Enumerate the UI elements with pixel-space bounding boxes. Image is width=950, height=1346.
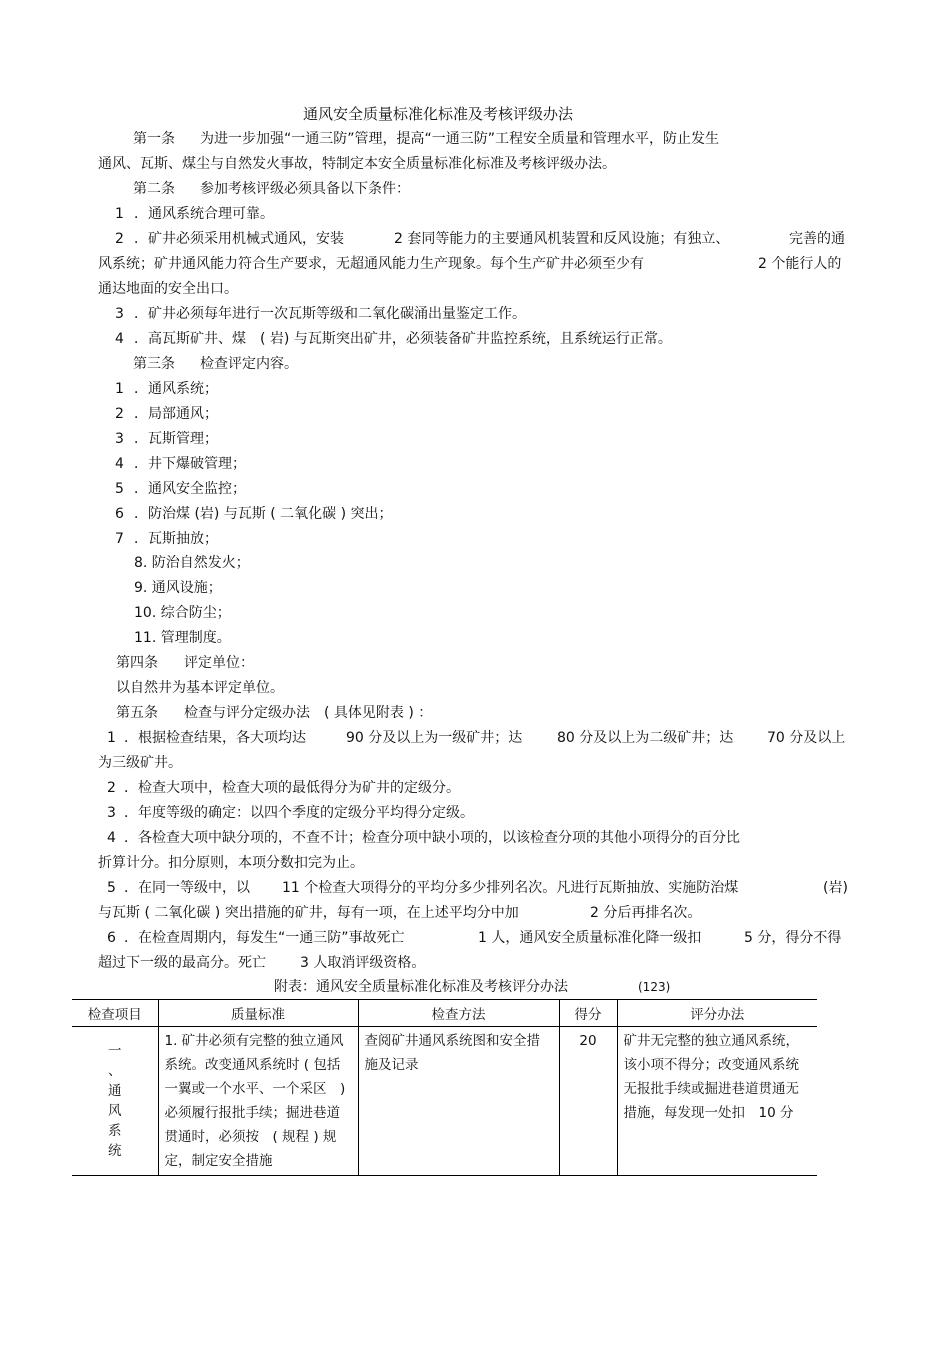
condition-2-line-2b: 2 个能行人的 <box>758 256 842 272</box>
check-item-char: 通 <box>108 1083 122 1099</box>
item-11-text: 11. 管理制度。 <box>134 630 231 646</box>
condition-3-number: 3 <box>115 306 124 322</box>
condition-2-text-a: ．矿井必须采用机械式通风，安装 <box>134 231 344 247</box>
article-4-text: 评定单位： <box>184 655 254 671</box>
condition-4-number: 4 <box>115 331 124 347</box>
item-2-number: 2 <box>115 406 124 422</box>
article-5-text: 检查与评分定级办法 ( 具体见附表 ) ： <box>184 705 433 721</box>
method-1-text-a: ．根据检查结果，各大项均达 <box>124 730 306 746</box>
item-3-text: ．瓦斯管理； <box>134 431 218 447</box>
check-item-char: 系 <box>108 1123 122 1139</box>
check-item-char: 风 <box>108 1103 122 1119</box>
item-1-text: ．通风系统； <box>134 381 218 397</box>
article-2-label: 第二条 <box>133 181 175 197</box>
method-4-text: ．各检查大项中缺分项的，不查不计；检查分项中缺小项的，以该检查分项的其他小项得分的百分比 <box>124 830 740 846</box>
table-row <box>72 1027 817 1176</box>
article-2-text: 参加考核评级必须具备以下条件： <box>200 181 410 197</box>
item-6-text: ．防治煤 (岩) 与瓦斯 ( 二氧化碳 ) 突出； <box>134 506 393 522</box>
condition-2-text-c: 完善的通 <box>789 231 845 247</box>
article-4-label: 第四条 <box>116 655 158 671</box>
check-method-cell: 查阅矿井通风系统图和安全措施及记录 <box>358 1027 559 1176</box>
condition-1-number: 1 <box>115 206 124 222</box>
header-scoring-method: 评分办法 <box>617 1000 817 1027</box>
item-8-text: 8. 防治自然发火； <box>134 555 250 571</box>
item-4-number: 4 <box>115 456 124 472</box>
method-1-text-d: 70 分及以上 <box>767 730 846 746</box>
condition-1-text: ．通风系统合理可靠。 <box>134 206 274 222</box>
item-7-number: 7 <box>115 531 124 547</box>
article-5-label: 第五条 <box>116 705 158 721</box>
article-1-label: 第一条 <box>133 131 175 147</box>
header-quality-standard: 质量标准 <box>158 1000 358 1027</box>
method-4-number: 4 <box>107 830 116 846</box>
method-6-number: 6 <box>107 930 116 946</box>
header-score: 得分 <box>559 1000 617 1027</box>
item-10-text: 10. 综合防尘； <box>134 605 231 621</box>
item-2-text: ．局部通风； <box>134 406 218 422</box>
item-6-number: 6 <box>115 506 124 522</box>
condition-4-text: ．高瓦斯矿井、煤 ( 岩) 与瓦斯突出矿井，必须装备矿井监控系统，且系统运行正常。 <box>134 331 672 347</box>
method-5-text-c: (岩) <box>823 880 848 896</box>
check-item-char: 、 <box>108 1063 122 1079</box>
article-3-text: 检查评定内容。 <box>200 356 298 372</box>
scoring-method-cell: 矿井无完整的独立通风系统，该小项不得分；改变通风系统无报批手续或掘进巷道贯通无措施，每发现一处扣 10 分 <box>617 1027 817 1176</box>
condition-3-text: ．矿井必须每年进行一次瓦斯等级和二氧化碳涌出量鉴定工作。 <box>134 306 526 322</box>
method-5-line-2b: 2 分后再排名次。 <box>590 905 702 921</box>
method-1-text-b: 90 分及以上为一级矿井；达 <box>346 730 523 746</box>
method-5-text-b: 11 个检查大项得分的平均分多少排列名次。凡进行瓦斯抽放、实施防治煤 <box>282 880 739 896</box>
method-5-text-a: ．在同一等级中，以 <box>124 880 250 896</box>
method-4-line-2: 折算计分。扣分原则，本项分数扣完为止。 <box>98 855 364 871</box>
document-title: 通风安全质量标准化标准及考核评级办法 <box>303 105 574 123</box>
score-cell: 20 <box>559 1027 617 1176</box>
method-6-text-b: 1 人，通风安全质量标准化降一级扣 <box>478 930 702 946</box>
article-1-text: 为进一步加强“一通三防”管理，提高“一通三防”工程安全质量和管理水平，防止发生 <box>200 131 720 147</box>
check-item-char: 统 <box>108 1143 122 1159</box>
item-5-number: 5 <box>115 481 124 497</box>
method-1-number: 1 <box>107 730 116 746</box>
condition-2-line-2a: 风系统；矿井通风能力符合生产要求，无超通风能力生产现象。每个生产矿井必须至少有 <box>98 256 644 272</box>
article-4-body: 以自然井为基本评定单位。 <box>116 680 284 696</box>
quality-standard-cell: 1. 矿井必须有完整的独立通风系统。改变通风系统时 ( 包括一翼或一个水平、一个采区 ) 必须履行报批手续；掘进巷道贯通时，必须按 ( 规程 ) 规定，制定安全措施 <box>158 1027 358 1176</box>
check-item-char: 一 <box>108 1043 122 1059</box>
article-3-label: 第三条 <box>133 356 175 372</box>
item-7-text: ．瓦斯抽放； <box>134 531 218 547</box>
item-4-text: ．井下爆破管理； <box>134 456 246 472</box>
article-1-text-cont: 通风、瓦斯、煤尘与自然发火事故，特制定本安全质量标准化标准及考核评级办法。 <box>98 156 616 172</box>
method-3-number: 3 <box>107 805 116 821</box>
condition-2-line-3: 通达地面的安全出口。 <box>98 281 238 297</box>
method-6-line-2b: 3 人取消评级资格。 <box>300 955 426 971</box>
item-1-number: 1 <box>115 381 124 397</box>
appendix-number: (123) <box>638 980 671 994</box>
item-9-text: 9. 通风设施； <box>134 580 222 596</box>
method-5-line-2a: 与瓦斯 ( 二氧化碳 ) 突出措施的矿井，每有一项，在上述平均分中加 <box>98 905 519 921</box>
method-6-text-a: ．在检查周期内，每发生“一通三防”事故死亡 <box>124 930 405 946</box>
method-2-text: ．检查大项中，检查大项的最低得分为矿井的定级分。 <box>124 780 460 796</box>
table-header-row <box>72 1000 817 1027</box>
method-6-text-c: 5 分，得分不得 <box>744 930 842 946</box>
method-1-text-c: 80 分及以上为二级矿井；达 <box>557 730 734 746</box>
method-6-line-2a: 超过下一级的最高分。死亡 <box>98 955 266 971</box>
check-item-cell <box>72 1027 158 1176</box>
item-5-text: ．通风安全监控； <box>134 481 246 497</box>
method-5-number: 5 <box>107 880 116 896</box>
header-check-item: 检查项目 <box>72 1000 158 1027</box>
header-check-method: 检查方法 <box>358 1000 559 1027</box>
item-3-number: 3 <box>115 431 124 447</box>
method-3-text: ．年度等级的确定：以四个季度的定级分平均得分定级。 <box>124 805 474 821</box>
scoring-table <box>72 999 817 1176</box>
method-1-line-2: 为三级矿井。 <box>98 755 182 771</box>
condition-2-text-b: 2 套同等能力的主要通风机装置和反风设施；有独立、 <box>394 231 730 247</box>
appendix-title: 附表：通风安全质量标准化标准及考核评分办法 <box>274 979 568 995</box>
condition-2-number: 2 <box>115 231 124 247</box>
method-2-number: 2 <box>107 780 116 796</box>
